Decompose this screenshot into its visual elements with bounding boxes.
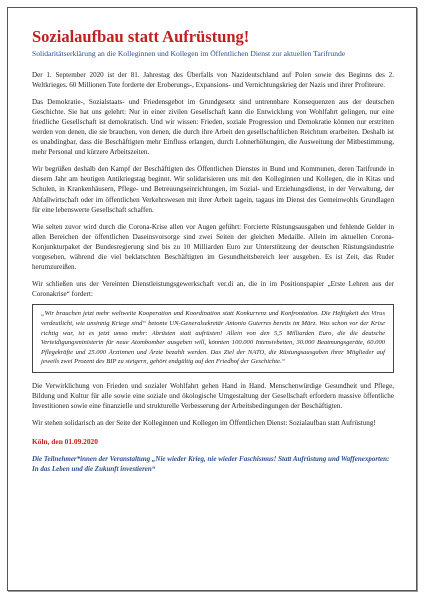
dateline: Köln, den 01.09.2020 [32, 437, 98, 447]
document-content [32, 28, 394, 474]
paragraph-frieden-wohlfahrt: Die Verwirklichung von Frieden und sozialer Wohlfahrt gehen Hand in Hand. Menschenwürdige Gesundheit und Pflege, Bildung und Kultur für alle sowie eine soziale und ökologische Umgestaltung der Gesellschaft erfordern massive öffentliche Investitionen sowie eine finanzielle und strukturelle Verbesserung der Arbeitsbedingungen der Beschäftigten. [32, 381, 394, 411]
paragraph-intro: Der 1. September 2020 ist der 81. Jahrestag des Überfalls von Nazideutschland auf Polen sowie des Beginns des 2. Weltkrieges. 60 Millionen Tote forderte der Eroberungs-, Expansions- und Vernichtungskrieg der Nazis und ihrer Profiteure. [32, 70, 394, 89]
paragraph-verdi: Wir schließen uns der Vereinten Dienstleistungsgewerkschaft ver.di an, die in im Positionspapier „Erste Lehren aus der Coronakrise“ fordert: [32, 280, 394, 299]
paragraph-grundgesetz: Das Demokratie-, Sozialstaats- und Friedensgebot im Grundgesetz sind untrennbare Konsequenzen aus der deutschen Geschichte. Sie hat uns gelehrt: Nur in einer zivilen Gesellschaft kann die Entwicklung von Wohlfahrt gelingen, nur eine friedliche Gesellschaft ist demokratisch. Und wir wissen: Frieden, soziale Progression und Demokratie können nur erstritten werden von denen, die sie brauchen, von denen, die durch ihre Arbeit den gesellschaftlichen Reichtum erarbeiten. Deshalb ist es unabdingbar, dass die Beschäftigten mehr Einfluss erlangen, durch Lohnerhöhungen, die Ausweitung der Mitbestimmung, mehr Personal und kürzere Arbeitszeiten. [32, 97, 394, 157]
document-page [7, 7, 417, 591]
page-title: Sozialaufbau statt Aufrüstung! [32, 27, 250, 46]
paragraph-corona-krise: Wie selten zuvor wird durch die Corona-Krise allen vor Augen geführt: Forcierte Rüstungsausgaben und fehlende Gelder in allen Bereichen der öffentlichen Daseinsvorsorge sind zwei Seiten der gleichen Medaille. Allein im aktuellen Corona-Konjunkturpaket der Bundesregierung sind bis zu 10 Milliarden Euro zur Unterstützung der deutschen Rüstungsindustrie vorgesehen, während die viel beklatschten Beschäftigten im Gesundheitsbereich leer ausgehen. Es ist Zeit, das Ruder herumzureißen. [32, 222, 394, 272]
quote-box: „Wir brauchen jetzt mehr weltweite Kooperation und Koordination statt Konkurrenz und Konfrontation. Die Heftigkeit des Virus verdeutlicht, wie unsinnig Kriege sind“ betonte UN-Generalsekretär Antonio Guterres bereits im März. Was schon vor der Krise richtig war, ist es jetzt umso mehr: Abrüsten statt aufrüsten! Allein von den 5,5 Milliarden Euro, die die deutsche Verteidigungsministerin für neue Atombomber ausgeben will, könnten 100.000 Intensivbetten, 30.000 Beatmungsgeräte, 60.000 Pflegekräfte und 25.000 Ärztinnen und Ärzte bezahlt werden. Das Ziel der NATO, die Rüstungsausgaben ihrer Mitglieder auf jeweils zwei Prozent des BIP zu steigern, gehört endgültig auf den Friedhof der Geschichte.“ [32, 304, 394, 373]
signature-footer: Die Teilnehmer*innen der Veranstaltung „Nie wieder Krieg, nie wieder Faschismus! Statt Aufrüstung und Waffenexporten: In das Leben und die Zukunft investieren“ [32, 455, 390, 474]
subtitle: Solidaritätserklärung an die Kolleginnen und Kollegen im Öffentlichen Dienst zur aktuellen Tarifrunde [32, 49, 346, 58]
paragraph-tarifrunde: Wir begrüßen deshalb den Kampf der Beschäftigten des Öffentlichen Dienstes in Bund und Kommunen, deren Tarifrunde in diesem Jahr am heutigen Antikriegstag beginnt. Wir solidarisieren uns mit den Kolleginnen und Kollegen, die in Kitas und Schulen, in Krankenhäusern, Pflege- und Betreuungseinrichtungen, im Sozial- und Erziehungsdienst, in der Verwaltung, der Abfallwirtschaft oder im öffentlichen Verkehrswesen mit ihrer Arbeit tagein, tagaus im Dienst des Gemeinwohls Grundlagen für eine lebenswerte Gesellschaft schaffen. [32, 165, 394, 214]
paragraph-solidarity: Wir stehen solidarisch an der Seite der Kolleginnen und Kollegen im Öffentlichen Dienst: Sozialaufbau statt Aufrüstung! [32, 419, 376, 428]
